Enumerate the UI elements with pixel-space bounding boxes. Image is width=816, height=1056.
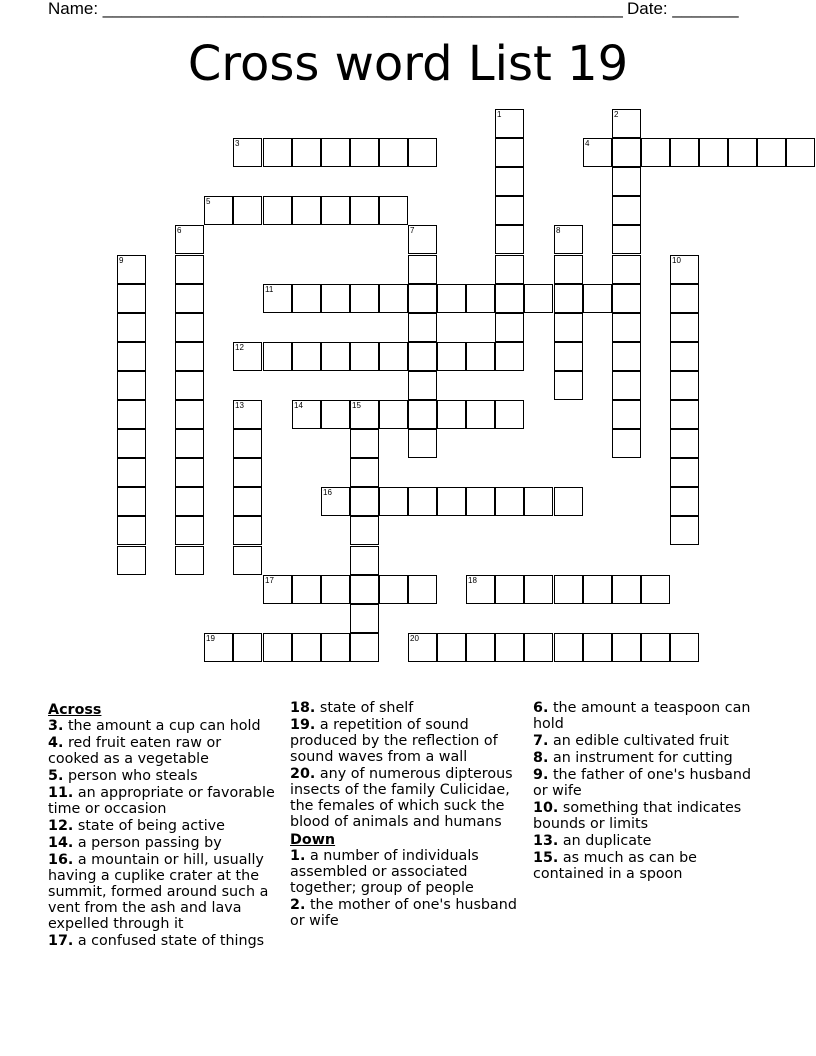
grid-cell[interactable] bbox=[379, 487, 408, 516]
grid-cell[interactable] bbox=[321, 633, 350, 662]
grid-cell[interactable] bbox=[583, 575, 612, 604]
clue-item-text: state of being active bbox=[77, 818, 225, 834]
clue-item bbox=[533, 750, 759, 766]
grid-cell[interactable] bbox=[554, 575, 583, 604]
clue-number: 4 bbox=[585, 139, 590, 148]
grid-cell[interactable] bbox=[117, 458, 146, 487]
clue-item-text: an edible cultivated fruit bbox=[552, 733, 729, 749]
grid-cell[interactable] bbox=[233, 633, 262, 662]
clue-item-text: the amount a teaspoon can hold bbox=[533, 700, 751, 732]
grid-cell[interactable] bbox=[466, 284, 495, 313]
clue-item-number: 4. bbox=[48, 735, 64, 751]
clue-number: 8 bbox=[556, 226, 561, 235]
grid-cell[interactable] bbox=[554, 313, 583, 342]
grid-cell[interactable] bbox=[554, 255, 583, 284]
clue-item-text: a mountain or hill, usually having a cuplike crater at the summit, formed around such a vent from the ash and lava expelled through it bbox=[48, 852, 269, 932]
grid-cell[interactable] bbox=[233, 516, 262, 545]
grid-cell[interactable] bbox=[612, 575, 641, 604]
grid-cell[interactable] bbox=[466, 487, 495, 516]
grid-cell[interactable] bbox=[670, 255, 699, 284]
clue-number: 9 bbox=[119, 256, 124, 265]
grid-cell[interactable] bbox=[408, 225, 437, 254]
clue-item-number: 17. bbox=[48, 933, 74, 949]
clue-item-number: 16. bbox=[48, 852, 74, 868]
clue-item-number: 11. bbox=[48, 785, 74, 801]
grid-cell[interactable] bbox=[612, 633, 641, 662]
clue-number: 15 bbox=[352, 401, 361, 410]
grid-cell[interactable] bbox=[495, 109, 524, 138]
grid-cell[interactable] bbox=[524, 284, 553, 313]
grid-cell[interactable] bbox=[175, 342, 204, 371]
grid-cell[interactable] bbox=[350, 342, 379, 371]
grid-cell[interactable] bbox=[175, 313, 204, 342]
grid-cell[interactable] bbox=[495, 575, 524, 604]
grid-cell[interactable] bbox=[408, 313, 437, 342]
clue-item-number: 18. bbox=[290, 700, 316, 716]
grid-cell[interactable] bbox=[699, 138, 728, 167]
grid-cell[interactable] bbox=[175, 255, 204, 284]
clue-number: 16 bbox=[323, 488, 332, 497]
grid-cell[interactable] bbox=[612, 429, 641, 458]
grid-cell[interactable] bbox=[612, 313, 641, 342]
grid-cell[interactable] bbox=[350, 196, 379, 225]
grid-cell[interactable] bbox=[670, 633, 699, 662]
grid-cell[interactable] bbox=[495, 255, 524, 284]
clue-item bbox=[533, 850, 759, 882]
grid-cell[interactable] bbox=[263, 138, 292, 167]
grid-cell[interactable] bbox=[612, 342, 641, 371]
grid-cell[interactable] bbox=[350, 487, 379, 516]
clue-item-text: the father of one's husband or wife bbox=[533, 767, 752, 799]
grid-cell[interactable] bbox=[175, 487, 204, 516]
grid-cell[interactable] bbox=[437, 633, 466, 662]
grid-cell[interactable] bbox=[408, 342, 437, 371]
grid-cell[interactable] bbox=[437, 284, 466, 313]
grid-cell[interactable] bbox=[554, 487, 583, 516]
grid-cell[interactable] bbox=[117, 400, 146, 429]
clue-item-number: 2. bbox=[290, 897, 306, 913]
grid-cell[interactable] bbox=[554, 342, 583, 371]
clue-number: 5 bbox=[206, 197, 211, 206]
clues-column-3 bbox=[533, 700, 759, 883]
date-label: Date: bbox=[627, 0, 673, 18]
grid-cell[interactable] bbox=[117, 371, 146, 400]
grid-cell[interactable] bbox=[670, 138, 699, 167]
grid-cell[interactable] bbox=[379, 400, 408, 429]
grid-cell[interactable] bbox=[233, 138, 262, 167]
grid-cell[interactable] bbox=[670, 342, 699, 371]
page-title: Cross word List 19 bbox=[187, 36, 629, 92]
grid-cell[interactable] bbox=[321, 138, 350, 167]
grid-cell[interactable] bbox=[263, 633, 292, 662]
grid-cell[interactable] bbox=[641, 575, 670, 604]
grid-cell[interactable] bbox=[554, 225, 583, 254]
clue-section-heading: Across bbox=[48, 702, 102, 718]
clue-item bbox=[48, 768, 276, 784]
grid-cell[interactable] bbox=[175, 400, 204, 429]
grid-cell[interactable] bbox=[524, 575, 553, 604]
clue-item-number: 9. bbox=[533, 767, 549, 783]
clue-item-number: 6. bbox=[533, 700, 549, 716]
grid-cell[interactable] bbox=[612, 225, 641, 254]
clue-item-text: red fruit eaten raw or cooked as a vegetable bbox=[48, 735, 222, 767]
grid-cell[interactable] bbox=[612, 400, 641, 429]
grid-cell[interactable] bbox=[495, 313, 524, 342]
clue-number: 1 bbox=[497, 110, 502, 119]
clue-item-number: 7. bbox=[533, 733, 549, 749]
grid-cell[interactable] bbox=[670, 487, 699, 516]
clue-item bbox=[48, 785, 276, 817]
grid-cell[interactable] bbox=[408, 487, 437, 516]
clue-item-text: an duplicate bbox=[562, 833, 652, 849]
clue-item-text: a person passing by bbox=[77, 835, 222, 851]
grid-cell[interactable] bbox=[495, 400, 524, 429]
clue-item-text: a confused state of things bbox=[77, 933, 265, 949]
clue-item bbox=[48, 735, 276, 767]
grid-cell[interactable] bbox=[408, 138, 437, 167]
clue-item-number: 10. bbox=[533, 800, 559, 816]
clue-item bbox=[533, 800, 759, 832]
grid-cell[interactable] bbox=[408, 400, 437, 429]
clue-number: 18 bbox=[468, 576, 477, 585]
grid-cell[interactable] bbox=[350, 516, 379, 545]
clue-item-number: 15. bbox=[533, 850, 559, 866]
grid-cell[interactable] bbox=[583, 633, 612, 662]
clue-item bbox=[533, 767, 759, 799]
clue-number: 17 bbox=[265, 576, 274, 585]
grid-cell[interactable] bbox=[670, 371, 699, 400]
grid-cell[interactable] bbox=[641, 633, 670, 662]
grid-cell[interactable] bbox=[321, 400, 350, 429]
grid-cell[interactable] bbox=[524, 633, 553, 662]
grid-cell[interactable] bbox=[350, 284, 379, 313]
grid-cell[interactable] bbox=[117, 546, 146, 575]
grid-cell[interactable] bbox=[117, 516, 146, 545]
grid-cell[interactable] bbox=[583, 138, 612, 167]
grid-cell[interactable] bbox=[670, 429, 699, 458]
clue-item-text: a repetition of sound produced by the reflection of sound waves from a wall bbox=[290, 717, 498, 765]
clue-item bbox=[533, 733, 759, 749]
clue-item bbox=[290, 717, 522, 765]
grid-cell[interactable] bbox=[466, 342, 495, 371]
grid-cell[interactable] bbox=[175, 225, 204, 254]
grid-cell[interactable] bbox=[554, 371, 583, 400]
grid-cell[interactable] bbox=[233, 400, 262, 429]
clue-item-number: 14. bbox=[48, 835, 74, 851]
grid-cell[interactable] bbox=[612, 284, 641, 313]
grid-cell[interactable] bbox=[408, 633, 437, 662]
grid-cell[interactable] bbox=[612, 167, 641, 196]
grid-cell[interactable] bbox=[175, 458, 204, 487]
grid-cell[interactable] bbox=[321, 196, 350, 225]
clue-number: 10 bbox=[672, 256, 681, 265]
grid-cell[interactable] bbox=[495, 284, 524, 313]
grid-cell[interactable] bbox=[437, 487, 466, 516]
clue-item-text: an instrument for cutting bbox=[552, 750, 733, 766]
grid-cell[interactable] bbox=[321, 487, 350, 516]
clue-item bbox=[290, 897, 522, 929]
grid-cell[interactable] bbox=[117, 342, 146, 371]
grid-cell[interactable] bbox=[321, 342, 350, 371]
grid-cell[interactable] bbox=[350, 604, 379, 633]
grid-cell[interactable] bbox=[292, 342, 321, 371]
clue-item-text: the amount a cup can hold bbox=[67, 718, 261, 734]
grid-cell[interactable] bbox=[233, 487, 262, 516]
grid-cell[interactable] bbox=[641, 138, 670, 167]
clue-number: 2 bbox=[614, 110, 619, 119]
grid-cell[interactable] bbox=[263, 342, 292, 371]
clue-item-text: any of numerous dipterous insects of the family Culicidae, the females of which suck the blood of animals and humans bbox=[290, 766, 513, 830]
grid-cell[interactable] bbox=[233, 342, 262, 371]
grid-cell[interactable] bbox=[670, 458, 699, 487]
grid-cell[interactable] bbox=[321, 284, 350, 313]
grid-cell[interactable] bbox=[670, 516, 699, 545]
grid-cell[interactable] bbox=[204, 196, 233, 225]
grid-cell[interactable] bbox=[292, 400, 321, 429]
clue-item-number: 12. bbox=[48, 818, 74, 834]
grid-cell[interactable] bbox=[117, 313, 146, 342]
clue-item-number: 19. bbox=[290, 717, 316, 733]
grid-cell[interactable] bbox=[495, 342, 524, 371]
grid-cell[interactable] bbox=[495, 138, 524, 167]
clue-item bbox=[48, 835, 276, 851]
clue-number: 19 bbox=[206, 634, 215, 643]
clue-item bbox=[533, 833, 759, 849]
clue-number: 14 bbox=[294, 401, 303, 410]
grid-cell[interactable] bbox=[495, 196, 524, 225]
grid-cell[interactable] bbox=[757, 138, 786, 167]
clue-number: 3 bbox=[235, 139, 240, 148]
clue-item bbox=[48, 933, 276, 949]
grid-cell[interactable] bbox=[670, 284, 699, 313]
grid-cell[interactable] bbox=[292, 196, 321, 225]
grid-cell[interactable] bbox=[408, 371, 437, 400]
grid-cell[interactable] bbox=[408, 284, 437, 313]
grid-cell[interactable] bbox=[321, 575, 350, 604]
grid-cell[interactable] bbox=[175, 429, 204, 458]
clue-number: 12 bbox=[235, 343, 244, 352]
clue-number: 13 bbox=[235, 401, 244, 410]
clue-item bbox=[48, 718, 276, 734]
grid-cell[interactable] bbox=[350, 633, 379, 662]
grid-cell[interactable] bbox=[350, 546, 379, 575]
clue-item bbox=[290, 700, 522, 716]
clue-number: 20 bbox=[410, 634, 419, 643]
grid-cell[interactable] bbox=[495, 167, 524, 196]
grid-cell[interactable] bbox=[263, 284, 292, 313]
grid-cell[interactable] bbox=[117, 487, 146, 516]
grid-cell[interactable] bbox=[233, 546, 262, 575]
grid-cell[interactable] bbox=[175, 284, 204, 313]
grid-cell[interactable] bbox=[350, 429, 379, 458]
name-line: _______________________________________________________ bbox=[102, 0, 623, 18]
grid-cell[interactable] bbox=[612, 196, 641, 225]
grid-cell[interactable] bbox=[495, 633, 524, 662]
clue-item bbox=[533, 700, 759, 732]
grid-cell[interactable] bbox=[408, 429, 437, 458]
grid-cell[interactable] bbox=[292, 284, 321, 313]
grid-cell[interactable] bbox=[292, 138, 321, 167]
grid-cell[interactable] bbox=[117, 284, 146, 313]
name-label: Name: bbox=[48, 0, 103, 18]
grid-cell[interactable] bbox=[117, 429, 146, 458]
grid-cell[interactable] bbox=[175, 371, 204, 400]
clue-item-text: the mother of one's husband or wife bbox=[290, 897, 517, 929]
grid-cell[interactable] bbox=[437, 400, 466, 429]
clue-number: 7 bbox=[410, 226, 415, 235]
grid-cell[interactable] bbox=[786, 138, 815, 167]
grid-cell[interactable] bbox=[612, 371, 641, 400]
clue-section-heading: Down bbox=[290, 832, 336, 848]
grid-cell[interactable] bbox=[175, 516, 204, 545]
grid-cell[interactable] bbox=[670, 313, 699, 342]
clue-number: 11 bbox=[265, 285, 274, 294]
grid-cell[interactable] bbox=[204, 633, 233, 662]
grid-cell[interactable] bbox=[175, 546, 204, 575]
date-line: _______ bbox=[672, 0, 739, 18]
clues-column-1 bbox=[48, 700, 276, 950]
clue-item-text: an appropriate or favorable time or occasion bbox=[48, 785, 275, 817]
clue-item-text: something that indicates bounds or limits bbox=[533, 800, 742, 832]
grid-cell[interactable] bbox=[495, 487, 524, 516]
grid-cell[interactable] bbox=[612, 109, 641, 138]
clue-item bbox=[290, 766, 522, 830]
clue-item-text: state of shelf bbox=[319, 700, 414, 716]
clues-column-2 bbox=[290, 700, 522, 930]
grid-cell[interactable] bbox=[466, 633, 495, 662]
grid-cell[interactable] bbox=[292, 633, 321, 662]
grid-cell[interactable] bbox=[233, 458, 262, 487]
grid-cell[interactable] bbox=[379, 284, 408, 313]
clue-item-number: 20. bbox=[290, 766, 316, 782]
grid-cell[interactable] bbox=[379, 342, 408, 371]
grid-cell[interactable] bbox=[233, 196, 262, 225]
grid-cell[interactable] bbox=[466, 400, 495, 429]
clue-item-text: person who steals bbox=[67, 768, 198, 784]
grid-cell[interactable] bbox=[670, 400, 699, 429]
clue-item-text: a number of individuals assembled or associated together; group of people bbox=[290, 848, 479, 896]
grid-cell[interactable] bbox=[612, 255, 641, 284]
grid-cell[interactable] bbox=[437, 342, 466, 371]
grid-cell[interactable] bbox=[350, 138, 379, 167]
grid-cell[interactable] bbox=[524, 487, 553, 516]
grid-cell[interactable] bbox=[350, 400, 379, 429]
grid-cell[interactable] bbox=[495, 225, 524, 254]
clue-item-number: 3. bbox=[48, 718, 64, 734]
grid-cell[interactable] bbox=[350, 458, 379, 487]
grid-cell[interactable] bbox=[292, 575, 321, 604]
grid-cell[interactable] bbox=[612, 138, 641, 167]
clue-item-number: 1. bbox=[290, 848, 306, 864]
grid-cell[interactable] bbox=[379, 196, 408, 225]
clue-item-number: 5. bbox=[48, 768, 64, 784]
grid-cell[interactable] bbox=[233, 429, 262, 458]
grid-cell[interactable] bbox=[379, 138, 408, 167]
clue-item bbox=[290, 848, 522, 896]
grid-cell[interactable] bbox=[117, 255, 146, 284]
clue-item-number: 13. bbox=[533, 833, 559, 849]
clue-number: 6 bbox=[177, 226, 182, 235]
grid-cell[interactable] bbox=[379, 575, 408, 604]
clue-item-number: 8. bbox=[533, 750, 549, 766]
grid-cell[interactable] bbox=[408, 255, 437, 284]
grid-cell[interactable] bbox=[554, 284, 583, 313]
grid-cell[interactable] bbox=[408, 575, 437, 604]
grid-cell[interactable] bbox=[263, 575, 292, 604]
grid-cell[interactable] bbox=[728, 138, 757, 167]
grid-cell[interactable] bbox=[466, 575, 495, 604]
clue-item bbox=[48, 852, 276, 932]
clue-item bbox=[48, 818, 276, 834]
clue-item-text: as much as can be contained in a spoon bbox=[533, 850, 697, 882]
grid-cell[interactable] bbox=[554, 633, 583, 662]
grid-cell[interactable] bbox=[583, 284, 612, 313]
grid-cell[interactable] bbox=[350, 575, 379, 604]
grid-cell[interactable] bbox=[263, 196, 292, 225]
